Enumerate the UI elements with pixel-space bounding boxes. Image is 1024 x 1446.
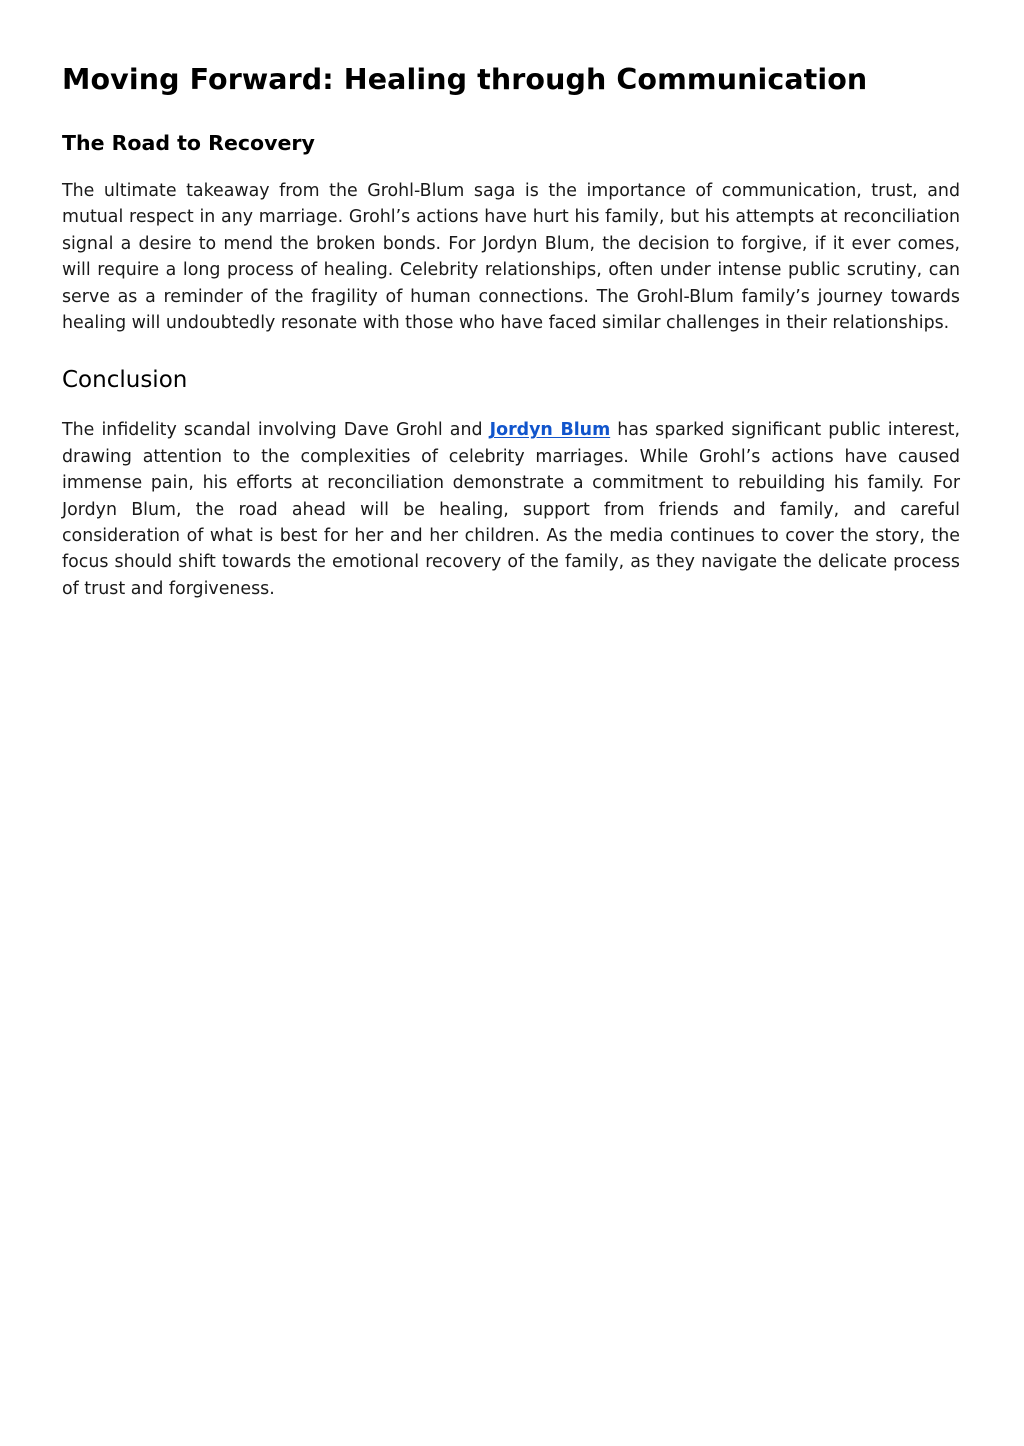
section-heading-road-to-recovery: The Road to Recovery (62, 131, 315, 155)
document-page (62, 0, 960, 602)
page-title: Moving Forward: Healing through Communication (62, 63, 868, 96)
conclusion-text-start: The infidelity scandal involving Dave Grohl and (62, 420, 490, 441)
jordyn-blum-link[interactable]: Jordyn Blum (489, 420, 611, 441)
section-heading-conclusion: Conclusion (62, 367, 188, 394)
section-paragraph-road-to-recovery: The ultimate takeaway from the Grohl-Blum saga is the importance of communication, trust, and mutual respect in any marriage. Grohl’s actions have hurt his family, but his attempts at reconciliation signal a desire to mend the broken bonds. For Jordyn Blum, the decision to forgive, if it ever comes, will require a long process of healing. Celebrity relationships, often under intense public scrutiny, can serve as a reminder of the fragility of human connections. The Grohl-Blum family’s journey towards healing will undoubtedly resonate with those who have faced similar challenges in their relationships. (62, 181, 960, 334)
conclusion-text-end: has sparked significant public interest, drawing attention to the complexities of celebrity marriages. While Grohl’s actions have caused immense pain, his efforts at reconciliation demonstrate a commitment to rebuilding his family. For Jordyn Blum, the road ahead will be healing, support from friends and family, and careful consideration of what is best for her and her children. As the media continues to cover the story, the focus should shift towards the emotional recovery of the family, as they navigate the delicate process of trust and forgiveness. (62, 420, 961, 599)
section-paragraph-conclusion (62, 417, 960, 602)
